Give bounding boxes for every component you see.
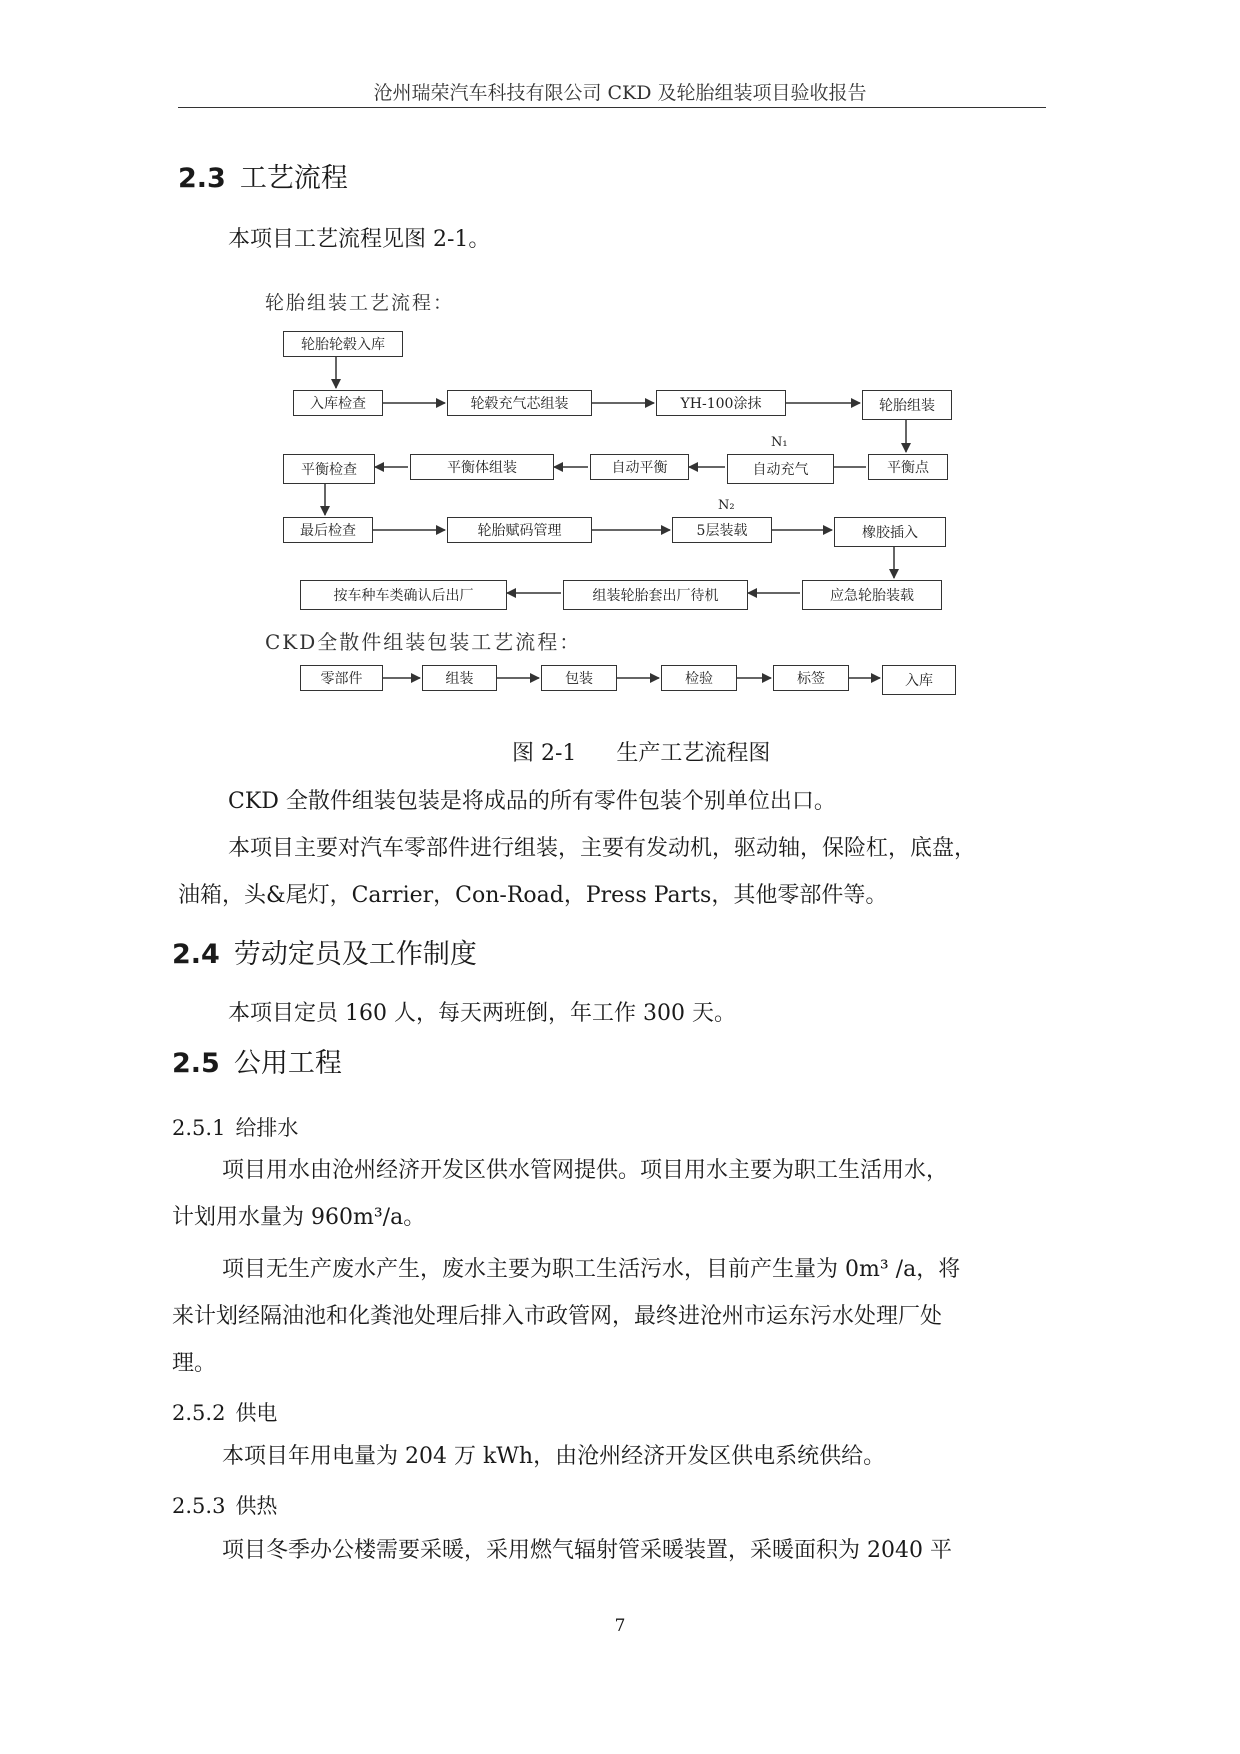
flow-step: 入库检查 — [293, 390, 383, 416]
section-title: 劳动定员及工作制度 — [233, 939, 477, 970]
section-2-4-text: 本项目定员 160 人，每天两班倒，年工作 300 天。 — [228, 1001, 736, 1026]
flow-step: 检验 — [661, 665, 737, 691]
flow-step: YH-100涂抹 — [656, 390, 786, 416]
figure-label: 图 2-1 — [512, 741, 577, 766]
paragraph-parts-line2: 油箱，头&尾灯，Carrier，Con-Road，Press Parts，其他零部件等。 — [178, 883, 888, 908]
flow-step: 标签 — [773, 665, 849, 691]
flow-step: 平衡体组装 — [410, 454, 554, 480]
flow-step: 自动充气 — [727, 454, 834, 484]
flow-step: 5层装载 — [672, 517, 772, 543]
flow-step: 轮胎组装 — [862, 390, 952, 420]
figure-caption — [512, 736, 770, 767]
flow-step: 轮胎赋码管理 — [447, 517, 592, 543]
flow-step: 组装 — [422, 665, 497, 691]
flow-step: 橡胶插入 — [834, 517, 946, 547]
subsection-number: 2.5.3 — [172, 1494, 226, 1518]
flow-step: 入库 — [882, 665, 956, 695]
subsection-2-5-3-heading — [172, 1490, 277, 1520]
flow-step: 自动平衡 — [590, 454, 689, 480]
paragraph-wastewater-line1: 项目无生产废水产生，废水主要为职工生活污水，目前产生量为 0m³ /a，将 — [222, 1257, 961, 1282]
paragraph-wastewater-line2: 来计划经隔油池和化粪池处理后排入市政管网，最终进沧州市运东污水处理厂处 — [172, 1304, 943, 1329]
section-number: 2.4 — [172, 939, 220, 970]
page-header: 沧州瑞荣汽车科技有限公司 CKD 及轮胎组装项目验收报告 — [373, 82, 867, 104]
flow-step: 包装 — [541, 665, 617, 691]
subsection-number: 2.5.1 — [172, 1116, 226, 1140]
ckd-flow-title: CKD全散件组装包装工艺流程： — [265, 630, 582, 654]
flow-step: 零部件 — [300, 665, 383, 691]
flow-step: 平衡点 — [868, 454, 948, 480]
flow-step: 轮毂充气芯组装 — [447, 390, 592, 416]
flow-note-n2: N₂ — [718, 498, 735, 513]
paragraph-wastewater-line3: 理。 — [172, 1351, 217, 1376]
section-2-5-heading — [172, 1041, 342, 1080]
paragraph-ckd: CKD 全散件组装包装是将成品的所有零件包装个别单位出口。 — [228, 789, 836, 814]
figure-title: 生产工艺流程图 — [616, 741, 771, 766]
flow-step: 组装轮胎套出厂待机 — [563, 580, 748, 610]
page-number: 7 — [614, 1616, 626, 1636]
section-2-4-heading — [172, 932, 477, 971]
subsection-title: 供电 — [235, 1401, 278, 1425]
section-title: 公用工程 — [233, 1048, 342, 1079]
subsection-number: 2.5.2 — [172, 1401, 226, 1425]
section-number: 2.5 — [172, 1048, 220, 1079]
paragraph-heating: 项目冬季办公楼需要采暖，采用燃气辐射管采暖装置，采暖面积为 2040 平 — [222, 1538, 952, 1563]
section-number: 2.3 — [178, 163, 226, 194]
paragraph-water-line1: 项目用水由沧州经济开发区供水管网提供。项目用水主要为职工生活用水， — [222, 1158, 949, 1183]
flow-step: 最后检查 — [283, 517, 373, 543]
subsection-title: 给排水 — [235, 1116, 299, 1140]
section-title: 工艺流程 — [239, 163, 348, 194]
flow-step: 平衡检查 — [283, 454, 375, 484]
paragraph-parts-line1: 本项目主要对汽车零部件进行组装，主要有发动机，驱动轴，保险杠，底盘， — [228, 836, 977, 861]
tire-flow-title: 轮胎组装工艺流程： — [265, 292, 455, 314]
subsection-2-5-1-heading — [172, 1112, 298, 1142]
flow-note-n1: N₁ — [771, 435, 788, 450]
flow-step: 按车种车类确认后出厂 — [300, 580, 507, 610]
flow-step: 应急轮胎装载 — [802, 580, 942, 610]
paragraph-water-line2: 计划用水量为 960m³/a。 — [172, 1205, 426, 1230]
section-2-3-intro: 本项目工艺流程见图 2-1。 — [228, 227, 491, 252]
paragraph-power: 本项目年用电量为 204 万 kWh，由沧州经济开发区供电系统供给。 — [222, 1444, 886, 1469]
flow-step: 轮胎轮毂入库 — [283, 331, 403, 357]
subsection-2-5-2-heading — [172, 1397, 277, 1427]
subsection-title: 供热 — [235, 1494, 278, 1518]
